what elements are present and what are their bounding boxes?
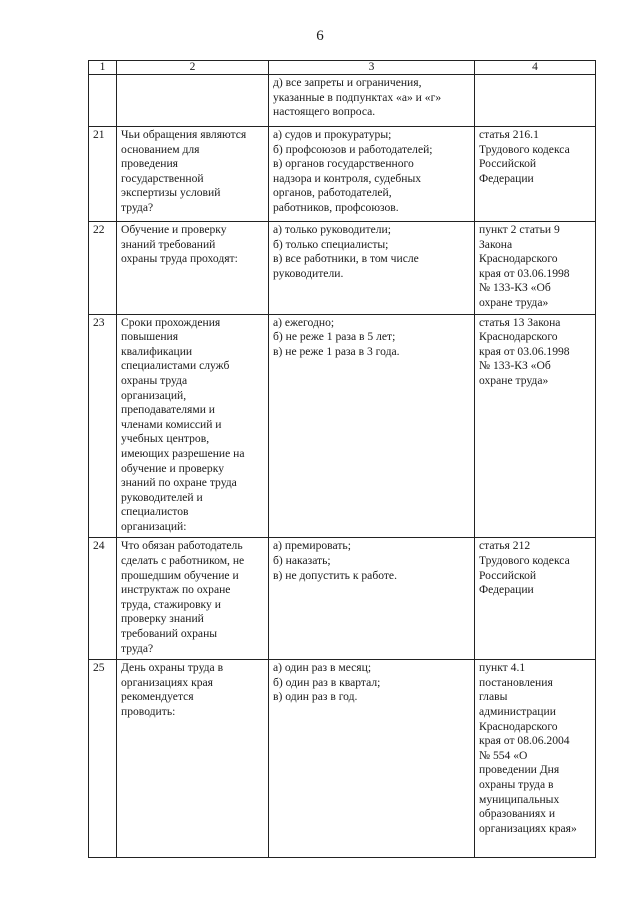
answer-line: в) один раз в год. [273,690,358,704]
question-line: прошедшим обучение и [121,568,239,582]
header-col-4: 4 [475,61,596,75]
answer-line: в) не допустить к работе. [273,568,397,582]
answer-options-cell [269,222,475,315]
table-row [89,314,596,538]
source-line: охраны труда в [479,777,554,791]
source-line: края от 08.06.2004 [479,734,570,748]
question-line: Чьи обращения являются [121,128,247,141]
question-line: труда? [121,200,154,214]
answer-line: а) судов и прокуратуры; [273,128,392,141]
answer-options-cell [269,660,475,858]
question-line: охраны труда проходят: [121,252,238,266]
question-line: организаций, [121,388,187,402]
question-line: требований охраны [121,627,218,641]
table-row [89,222,596,315]
question-line: специалистов [121,505,189,519]
question-line: руководителей и [121,490,203,504]
question-cell [117,314,269,538]
answer-line: б) один раз в квартал; [273,675,381,689]
table-row [89,127,596,222]
answer-line: в) органов государственного [273,157,414,171]
answer-options-cell [269,314,475,538]
question-line: повышения [121,330,179,344]
legal-source-cell [475,314,596,538]
source-line: главы [479,690,508,704]
question-line: государственной [121,171,204,185]
continuation-num-cell [89,75,117,127]
source-line: пункт 4.1 [479,661,526,675]
question-line: проверку знаний [121,612,204,626]
row-number-cell: 22 [89,222,117,315]
answer-line: д) все запреты и ограничения, [273,76,422,89]
source-line: пункт 2 статьи 9 [479,223,560,236]
answer-line: органов, работодателей, [273,186,392,200]
question-line: основанием для [121,142,200,156]
source-line: Трудового кодекса [479,554,570,568]
source-line: организациях края» [479,821,577,835]
source-line: № 554 «О [479,748,528,762]
question-line: квалификации [121,344,193,358]
answer-line: а) премировать; [273,539,351,553]
answer-options-cell [269,127,475,222]
source-line: Краснодарского [479,252,558,266]
legal-source-cell [475,538,596,660]
question-line: знаний требований [121,237,216,251]
legal-source-cell [475,222,596,315]
row-number-cell: 23 [89,314,117,538]
question-cell [117,222,269,315]
question-line: учебных центров, [121,432,210,446]
source-line: Федерации [479,171,534,185]
question-line: Сроки прохождения [121,315,221,329]
question-line: организациях края [121,675,213,689]
question-line: сделать с работником, не [121,554,245,568]
source-line: Краснодарского [479,719,558,733]
question-cell [117,538,269,660]
source-line: № 133-КЗ «Об [479,359,551,373]
source-line: Российской [479,157,537,171]
question-line: труда, стажировку и [121,597,221,611]
answer-line: б) не реже 1 раза в 5 лет; [273,330,396,344]
source-line: статья 216.1 [479,128,539,141]
questions-table [88,60,596,858]
source-line: образованиях и [479,807,556,821]
answer-line: б) наказать; [273,554,331,568]
question-line: специалистами служб [121,359,230,373]
question-line: инструктаж по охране [121,583,231,597]
question-cell [117,660,269,858]
answer-line: а) ежегодно; [273,315,335,329]
source-line: Федерации [479,583,534,597]
answer-line: настоящего вопроса. [273,105,376,119]
answer-line: а) один раз в месяц; [273,661,372,675]
legal-source-cell [475,127,596,222]
source-line: постановления [479,675,553,689]
answer-line: б) профсоюзов и работодателей; [273,142,433,156]
question-line: труда? [121,641,154,655]
table-row [89,538,596,660]
legal-source-cell [475,660,596,858]
answer-line: указанные в подпунктах «а» и «г» [273,90,442,104]
question-line: рекомендуется [121,690,194,704]
source-line: № 133-КЗ «Об [479,281,551,295]
answer-line: в) не реже 1 раза в 3 года. [273,344,400,358]
question-line: охраны труда [121,373,188,387]
row-number-cell: 24 [89,538,117,660]
continuation-question-cell [117,75,269,127]
question-line: знаний по охране труда [121,476,237,490]
row-number-cell: 21 [89,127,117,222]
answer-line: работников, профсоюзов. [273,200,399,214]
source-line: Закона [479,237,513,251]
header-col-2: 2 [117,61,269,75]
question-line: экспертизы условий [121,186,221,200]
header-col-3: 3 [269,61,475,75]
source-line: Российской [479,568,537,582]
continuation-answer-cell [269,75,475,127]
source-line: Краснодарского [479,330,558,344]
question-line: преподавателями и [121,403,216,417]
source-line: администрации [479,705,556,718]
answer-line: в) все работники, в том числе [273,252,419,266]
question-line: проводить: [121,705,176,718]
question-line: имеющих разрешение на [121,446,245,460]
continuation-source-cell [475,75,596,127]
source-line: Трудового кодекса [479,142,570,156]
question-line: День охраны труда в [121,661,224,675]
answer-line: надзора и контроля, судебных [273,171,422,185]
question-line: проведения [121,157,178,171]
source-line: муниципальных [479,792,560,806]
question-line: организаций: [121,519,187,533]
question-line: членами комиссий и [121,417,222,431]
header-col-1: 1 [89,61,117,75]
source-line: края от 03.06.1998 [479,266,570,280]
question-line: Обучение и проверку [121,223,227,236]
answer-line: а) только руководители; [273,223,391,236]
table-header-row [89,61,596,75]
source-line: охране труда» [479,295,549,309]
question-line: обучение и проверку [121,461,224,475]
page-number: 6 [316,28,324,44]
question-cell [117,127,269,222]
answer-line: руководители. [273,266,344,280]
continuation-row [89,75,596,127]
question-line: Что обязан работодатель [121,539,243,553]
source-line: статья 212 [479,539,531,553]
source-line: края от 03.06.1998 [479,344,570,358]
source-line: проведении Дня [479,763,560,777]
source-line: охране труда» [479,373,549,387]
answer-line: б) только специалисты; [273,237,389,251]
table-row [89,660,596,858]
source-line: статья 13 Закона [479,315,561,329]
row-number-cell: 25 [89,660,117,858]
answer-options-cell [269,538,475,660]
